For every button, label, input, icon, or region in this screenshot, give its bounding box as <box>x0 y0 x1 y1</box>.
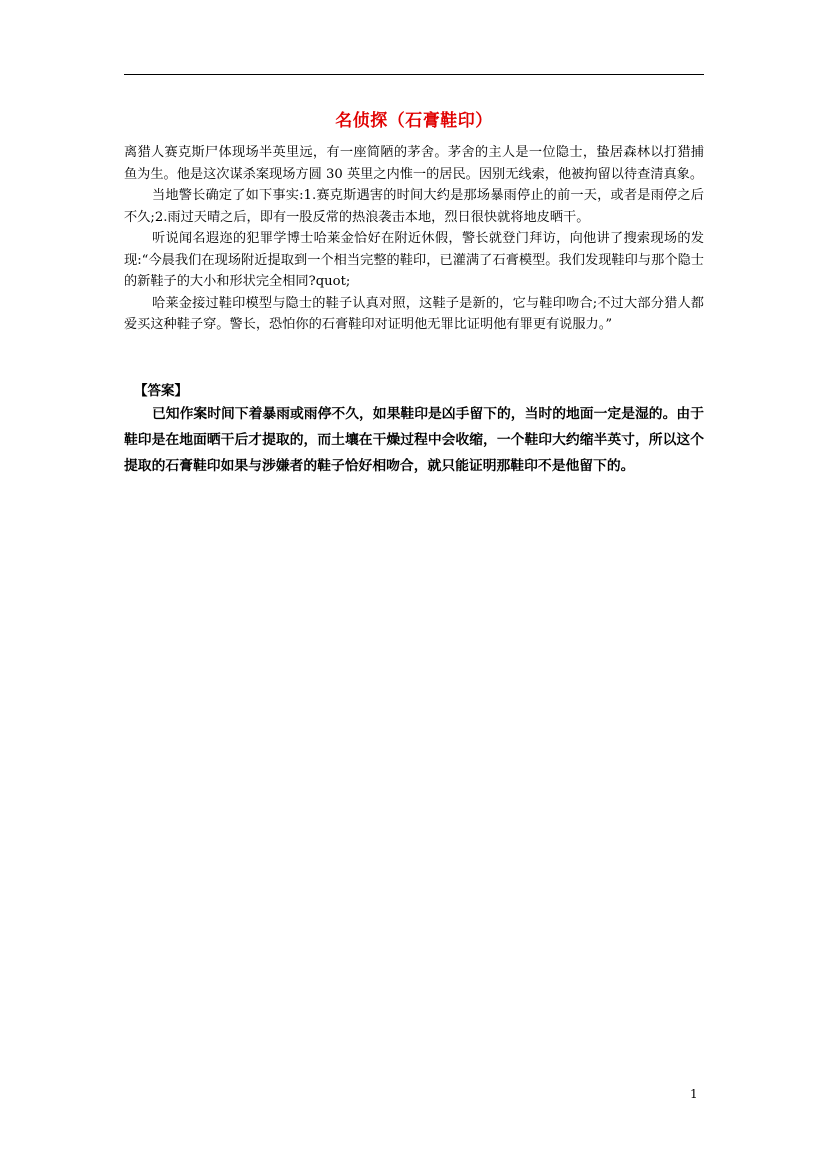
story-body <box>124 142 704 336</box>
story-paragraph: 离猎人赛克斯尸体现场半英里远，有一座简陋的茅舍。茅舍的主人是一位隐士，蛰居森林以打猎捕鱼为生。他是这次谋杀案现场方圆 30 英里之内惟一的居民。因别无线索，他被拘留以待查清真象。 <box>124 145 704 182</box>
answer-text: 已知作案时间下着暴雨或雨停不久，如果鞋印是凶手留下的，当时的地面一定是湿的。由于鞋印是在地面晒干后才提取的，而土壤在干燥过程中会收缩，一个鞋印大约缩半英寸，所以这个提取的石膏鞋印如果与涉嫌者的鞋子恰好相吻合，就只能证明那鞋印不是他留下的。 <box>124 406 704 474</box>
story-paragraph: 听说闻名遐迩的犯罪学博士哈莱金恰好在附近休假，警长就登门拜访，向他讲了搜索现场的发现:“今晨我们在现场附近提取到一个相当完整的鞋印，已灌满了石膏模型。我们发现鞋印与那个隐士的新鞋子的大小和形状完全相同?quot; <box>124 231 704 289</box>
header-rule <box>124 74 704 75</box>
story-paragraph: 哈莱金接过鞋印模型与隐士的鞋子认真对照，这鞋子是新的，它与鞋印吻合;不过大部分猎人都爱买这种鞋子穿。警长，恐怕你的石膏鞋印对证明他无罪比证明他有罪更有说服力。” <box>124 295 704 332</box>
page-title: 名侦探（石膏鞋印） <box>335 111 493 131</box>
story-paragraph: 当地警长确定了如下事实:1.赛克斯遇害的时间大约是那场暴雨停止的前一天，或者是雨停之后不久;2.雨过天晴之后，即有一股反常的热浪袭击本地，烈日很快就将地皮晒干。 <box>124 188 704 225</box>
page-number: 1 <box>690 1087 698 1101</box>
answer-label: 【答案】 <box>134 383 188 399</box>
